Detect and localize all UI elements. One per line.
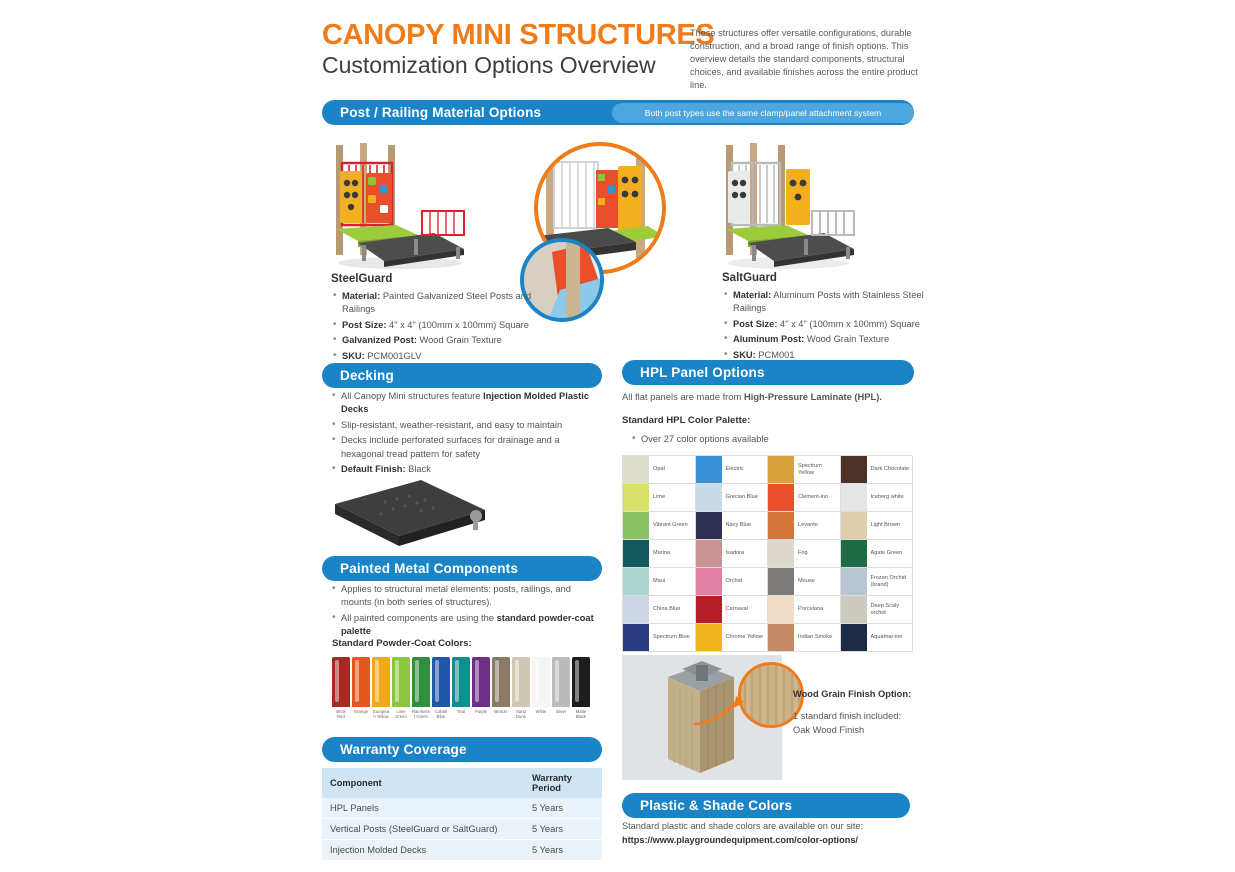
deck-product-image	[325, 470, 505, 555]
wood-grain-title: Wood Grain Finish Option:	[793, 689, 912, 699]
powder-coat-chip	[532, 657, 550, 707]
hpl-color-name: Deep Scaly orchid	[870, 602, 900, 616]
warranty-component: Vertical Posts (SteelGuard or SaltGuard)	[322, 819, 524, 840]
powder-coat-name: Lime Green	[395, 709, 407, 720]
hpl-color-chip	[623, 484, 649, 511]
steelguard-spec-list	[331, 290, 541, 363]
section-banner-painted-metal-label: Painted Metal Components	[340, 561, 519, 576]
hpl-color-swatch	[768, 540, 841, 568]
hpl-color-name: Mouse	[798, 578, 815, 584]
powder-coat-swatch	[392, 657, 410, 719]
hpl-color-name: Agate Green	[870, 550, 903, 556]
post-railing-note-pill	[612, 103, 914, 123]
hpl-color-chip	[768, 484, 794, 511]
hpl-color-swatch	[768, 624, 841, 652]
page-subtitle: Customization Options Overview	[322, 52, 656, 79]
hpl-color-name: Dark Chocolate	[870, 466, 910, 472]
powder-coat-swatch	[412, 657, 430, 719]
powder-coat-chip	[512, 657, 530, 707]
powder-coat-swatch	[572, 657, 590, 719]
steelguard-spec-item: • Post Size: 4" x 4" (100mm x 100mm) Square	[331, 319, 541, 332]
powder-coat-chip	[452, 657, 470, 707]
hpl-color-swatch	[768, 568, 841, 596]
powder-coat-name: White	[535, 709, 547, 714]
powder-coat-name: European Yellow	[373, 709, 389, 720]
hpl-color-swatch	[623, 484, 696, 512]
powder-coat-name: Brick Red	[336, 709, 346, 720]
powder-coat-swatch	[472, 657, 490, 719]
warranty-component: HPL Panels	[322, 798, 524, 819]
powder-coat-swatch	[332, 657, 350, 719]
section-banner-plastic-shade-label: Plastic & Shade Colors	[640, 798, 793, 813]
hpl-color-chip	[696, 512, 722, 539]
steelguard-caption-block	[331, 273, 541, 365]
hpl-color-chip	[696, 484, 722, 511]
wood-grain-caption	[793, 688, 913, 738]
hpl-color-name: Iceberg white	[870, 494, 904, 500]
hpl-color-chip	[696, 456, 722, 483]
hpl-color-swatch	[841, 512, 914, 540]
saltguard-spec-item: • Aluminum Post: Wood Grain Texture	[722, 333, 927, 346]
hpl-bullet-list	[630, 433, 910, 448]
hpl-color-swatch	[841, 456, 914, 484]
powder-coat-chip	[492, 657, 510, 707]
decking-bullet: • Slip-resistant, weather-resistant, and easy to maintain	[330, 419, 602, 432]
page-title: CANOPY MINI STRUCTURES	[322, 19, 715, 51]
hpl-color-chip	[841, 568, 867, 595]
saltguard-spec-item: • SKU: PCM001	[722, 349, 927, 362]
powder-coat-chip	[552, 657, 570, 707]
hpl-color-chip	[623, 624, 649, 651]
hpl-color-chip	[768, 568, 794, 595]
hpl-color-chip	[768, 512, 794, 539]
powder-coat-palette-title: Standard Powder-Coat Colors:	[332, 638, 472, 649]
hpl-color-swatch	[623, 624, 696, 652]
plastic-shade-url[interactable]: https://www.playgroundequipment.com/color-options/	[622, 834, 858, 845]
powder-coat-chip	[332, 657, 350, 707]
hpl-color-swatch	[768, 596, 841, 624]
hpl-palette-title: Standard HPL Color Palette:	[622, 415, 751, 426]
hpl-color-name: Marina	[653, 550, 671, 556]
hpl-color-name: Electric	[725, 466, 744, 472]
powder-coat-swatch-strip	[332, 657, 590, 719]
hpl-color-chip	[623, 568, 649, 595]
hpl-color-swatch	[623, 512, 696, 540]
powder-coat-chip	[432, 657, 450, 707]
hpl-color-chip	[623, 596, 649, 623]
steelguard-spec-item: • Material: Painted Galvanized Steel Posts and Railings	[331, 290, 541, 317]
powder-coat-name: Bronze	[494, 709, 508, 714]
powder-coat-swatch	[432, 657, 450, 719]
powder-coat-chip	[352, 657, 370, 707]
painted-metal-bullet: • Applies to structural metal elements: posts, railings, and mounts (in both series of structures).	[330, 583, 602, 610]
hpl-color-name: Isadora	[725, 550, 745, 556]
hpl-color-name: Fog	[798, 550, 808, 556]
hpl-color-swatch	[696, 456, 769, 484]
hpl-color-chip	[841, 540, 867, 567]
hpl-color-swatch	[768, 456, 841, 484]
powder-coat-swatch	[532, 657, 550, 719]
saltguard-product-image	[714, 133, 860, 278]
wood-grain-text: 1 standard finish included: Oak Wood Finish	[793, 710, 902, 735]
powder-coat-chip	[472, 657, 490, 707]
hpl-color-chip	[841, 456, 867, 483]
hpl-color-name: Clement-ino	[798, 494, 829, 500]
hpl-color-chip	[696, 596, 722, 623]
section-banner-hpl	[622, 360, 914, 385]
saltguard-spec-list	[722, 289, 927, 362]
steelguard-spec-item: • SKU: PCM001GLV	[331, 350, 541, 363]
hpl-color-chip	[623, 512, 649, 539]
powder-coat-swatch	[492, 657, 510, 719]
hpl-color-name: Levante	[798, 522, 818, 528]
hpl-color-name: Light Brown	[870, 522, 901, 528]
table-row	[322, 840, 602, 861]
decking-bullet: • Default Finish: Black	[330, 463, 602, 476]
hpl-color-name: Porcelana	[798, 606, 824, 612]
hpl-color-chip	[696, 624, 722, 651]
hpl-color-swatch	[841, 568, 914, 596]
hpl-color-swatch	[696, 568, 769, 596]
plastic-shade-text	[622, 820, 912, 848]
painted-metal-bullet-list	[330, 583, 602, 641]
hpl-color-name: Opal	[653, 466, 665, 472]
table-row	[322, 798, 602, 819]
powder-coat-chip	[412, 657, 430, 707]
warranty-period: 5 Years	[524, 840, 602, 861]
steelguard-title: SteelGuard	[331, 273, 393, 285]
warranty-col-component: Component	[322, 768, 524, 798]
hpl-color-swatch	[623, 456, 696, 484]
hpl-color-name: China Blue	[653, 606, 681, 612]
hpl-color-swatch	[841, 624, 914, 652]
hpl-color-chip	[768, 596, 794, 623]
hpl-color-chip	[841, 596, 867, 623]
hpl-color-swatch	[696, 596, 769, 624]
hpl-color-grid	[622, 455, 912, 652]
powder-coat-name: Cobalt Blue	[434, 709, 448, 720]
hpl-color-name: Navy Blue	[725, 522, 751, 528]
powder-coat-chip	[392, 657, 410, 707]
powder-coat-chip	[372, 657, 390, 707]
saltguard-spec-item: • Post Size: 4" x 4" (100mm x 100mm) Square	[722, 318, 927, 331]
decking-bullet: • Decks include perforated surfaces for drainage and a hexagonal tread pattern for safety	[330, 434, 602, 461]
powder-coat-swatch	[352, 657, 370, 719]
hpl-color-name: Indian Smoke	[798, 634, 833, 640]
powder-coat-name: Silver	[555, 709, 567, 714]
warranty-period: 5 Years	[524, 819, 602, 840]
steelguard-spec-item: • Galvanized Post: Wood Grain Texture	[331, 334, 541, 347]
powder-coat-chip	[572, 657, 590, 707]
hpl-color-name: Vibrant Green	[653, 522, 688, 528]
hpl-intro-text: All flat panels are made from High-Pressure Laminate (HPL).	[622, 391, 882, 402]
hpl-color-swatch	[623, 568, 696, 596]
hpl-color-chip	[768, 624, 794, 651]
hpl-color-swatch	[841, 596, 914, 624]
hpl-color-chip	[696, 540, 722, 567]
hpl-color-chip	[696, 568, 722, 595]
deck-illustration	[325, 470, 505, 555]
table-row	[322, 819, 602, 840]
hpl-color-name: Maui	[653, 578, 666, 584]
steelguard-illustration	[322, 133, 472, 278]
warranty-table-header-row	[322, 768, 602, 798]
powder-coat-swatch	[372, 657, 390, 719]
hpl-color-swatch	[696, 540, 769, 568]
hpl-color-name: Orchid	[725, 578, 742, 584]
powder-coat-swatch	[552, 657, 570, 719]
powder-coat-name: Rainforest Green	[412, 709, 430, 720]
plastic-shade-line1: Standard plastic and shade colors are available on our site:	[622, 821, 864, 831]
hpl-bullet: • Over 27 color options available	[630, 433, 910, 446]
decking-bullet: • All Canopy Mini structures feature Injection Molded Plastic Decks	[330, 390, 602, 417]
hpl-color-name: Spectrum Blue	[653, 634, 690, 640]
hpl-color-chip	[623, 456, 649, 483]
hpl-color-chip	[841, 512, 867, 539]
powder-coat-name: Teal	[457, 709, 465, 714]
powder-coat-name: Matte Black	[575, 709, 587, 720]
hpl-color-swatch	[623, 596, 696, 624]
section-banner-hpl-label: HPL Panel Options	[640, 365, 765, 380]
saltguard-illustration	[714, 133, 860, 278]
powder-coat-name: Purple	[474, 709, 488, 714]
powder-coat-name: Sand Dune	[515, 709, 526, 720]
hpl-color-swatch	[623, 540, 696, 568]
hpl-color-swatch	[841, 484, 914, 512]
section-banner-plastic-shade	[622, 793, 910, 818]
painted-metal-bullet: • All painted components are using the standard powder-coat palette	[330, 612, 602, 639]
hpl-color-swatch	[768, 512, 841, 540]
saltguard-title: SaltGuard	[722, 272, 777, 284]
powder-coat-name: Orange	[354, 709, 368, 714]
hpl-color-chip	[768, 456, 794, 483]
saltguard-caption-block	[722, 272, 927, 364]
warranty-col-period: Warranty Period	[524, 768, 602, 798]
section-banner-warranty	[322, 737, 602, 762]
hpl-color-name: Frozen Orchid (brand)	[870, 574, 906, 588]
powder-coat-swatch	[452, 657, 470, 719]
hpl-color-chip	[768, 540, 794, 567]
hpl-color-swatch	[696, 484, 769, 512]
section-banner-decking	[322, 363, 602, 388]
warranty-period: 5 Years	[524, 798, 602, 819]
hpl-color-name: Carnaval	[725, 606, 748, 612]
hpl-color-swatch	[696, 624, 769, 652]
header-description: These structures offer versatile configurations, durable construction, and a broad range of finish options. This overview details the standard components, structural choices, and available finishes across the entire product line.	[690, 28, 918, 91]
zoom-connector-arrow-icon	[690, 690, 750, 730]
hpl-color-chip	[841, 484, 867, 511]
hpl-color-chip	[623, 540, 649, 567]
hpl-color-swatch	[841, 540, 914, 568]
powder-coat-swatch	[512, 657, 530, 719]
hpl-color-swatch	[696, 512, 769, 540]
warranty-component: Injection Molded Decks	[322, 840, 524, 861]
section-banner-post-railing-label: Post / Railing Material Options	[340, 105, 542, 120]
post-railing-note-text: Both post types use the same clamp/panel attachment system	[644, 107, 882, 118]
wood-grain-zoom-illustration	[741, 665, 801, 725]
hpl-color-swatch	[768, 484, 841, 512]
section-banner-warranty-label: Warranty Coverage	[340, 742, 467, 757]
hpl-color-name: Lime	[653, 494, 666, 500]
saltguard-spec-item: • Material: Aluminum Posts with Stainless Steel Railings	[722, 289, 927, 316]
hpl-color-name: Grecian Blue	[725, 494, 758, 500]
hpl-color-name: Spectrum Yellow	[798, 462, 822, 476]
warranty-table	[322, 768, 602, 861]
section-banner-decking-label: Decking	[340, 368, 394, 383]
section-banner-painted-metal	[322, 556, 602, 581]
hpl-color-name: Aquamar-ine	[870, 634, 903, 640]
decking-bullet-list	[330, 390, 602, 479]
hpl-color-name: Chrome Yellow	[725, 634, 763, 640]
hpl-color-chip	[841, 624, 867, 651]
steelguard-product-image	[322, 133, 472, 278]
